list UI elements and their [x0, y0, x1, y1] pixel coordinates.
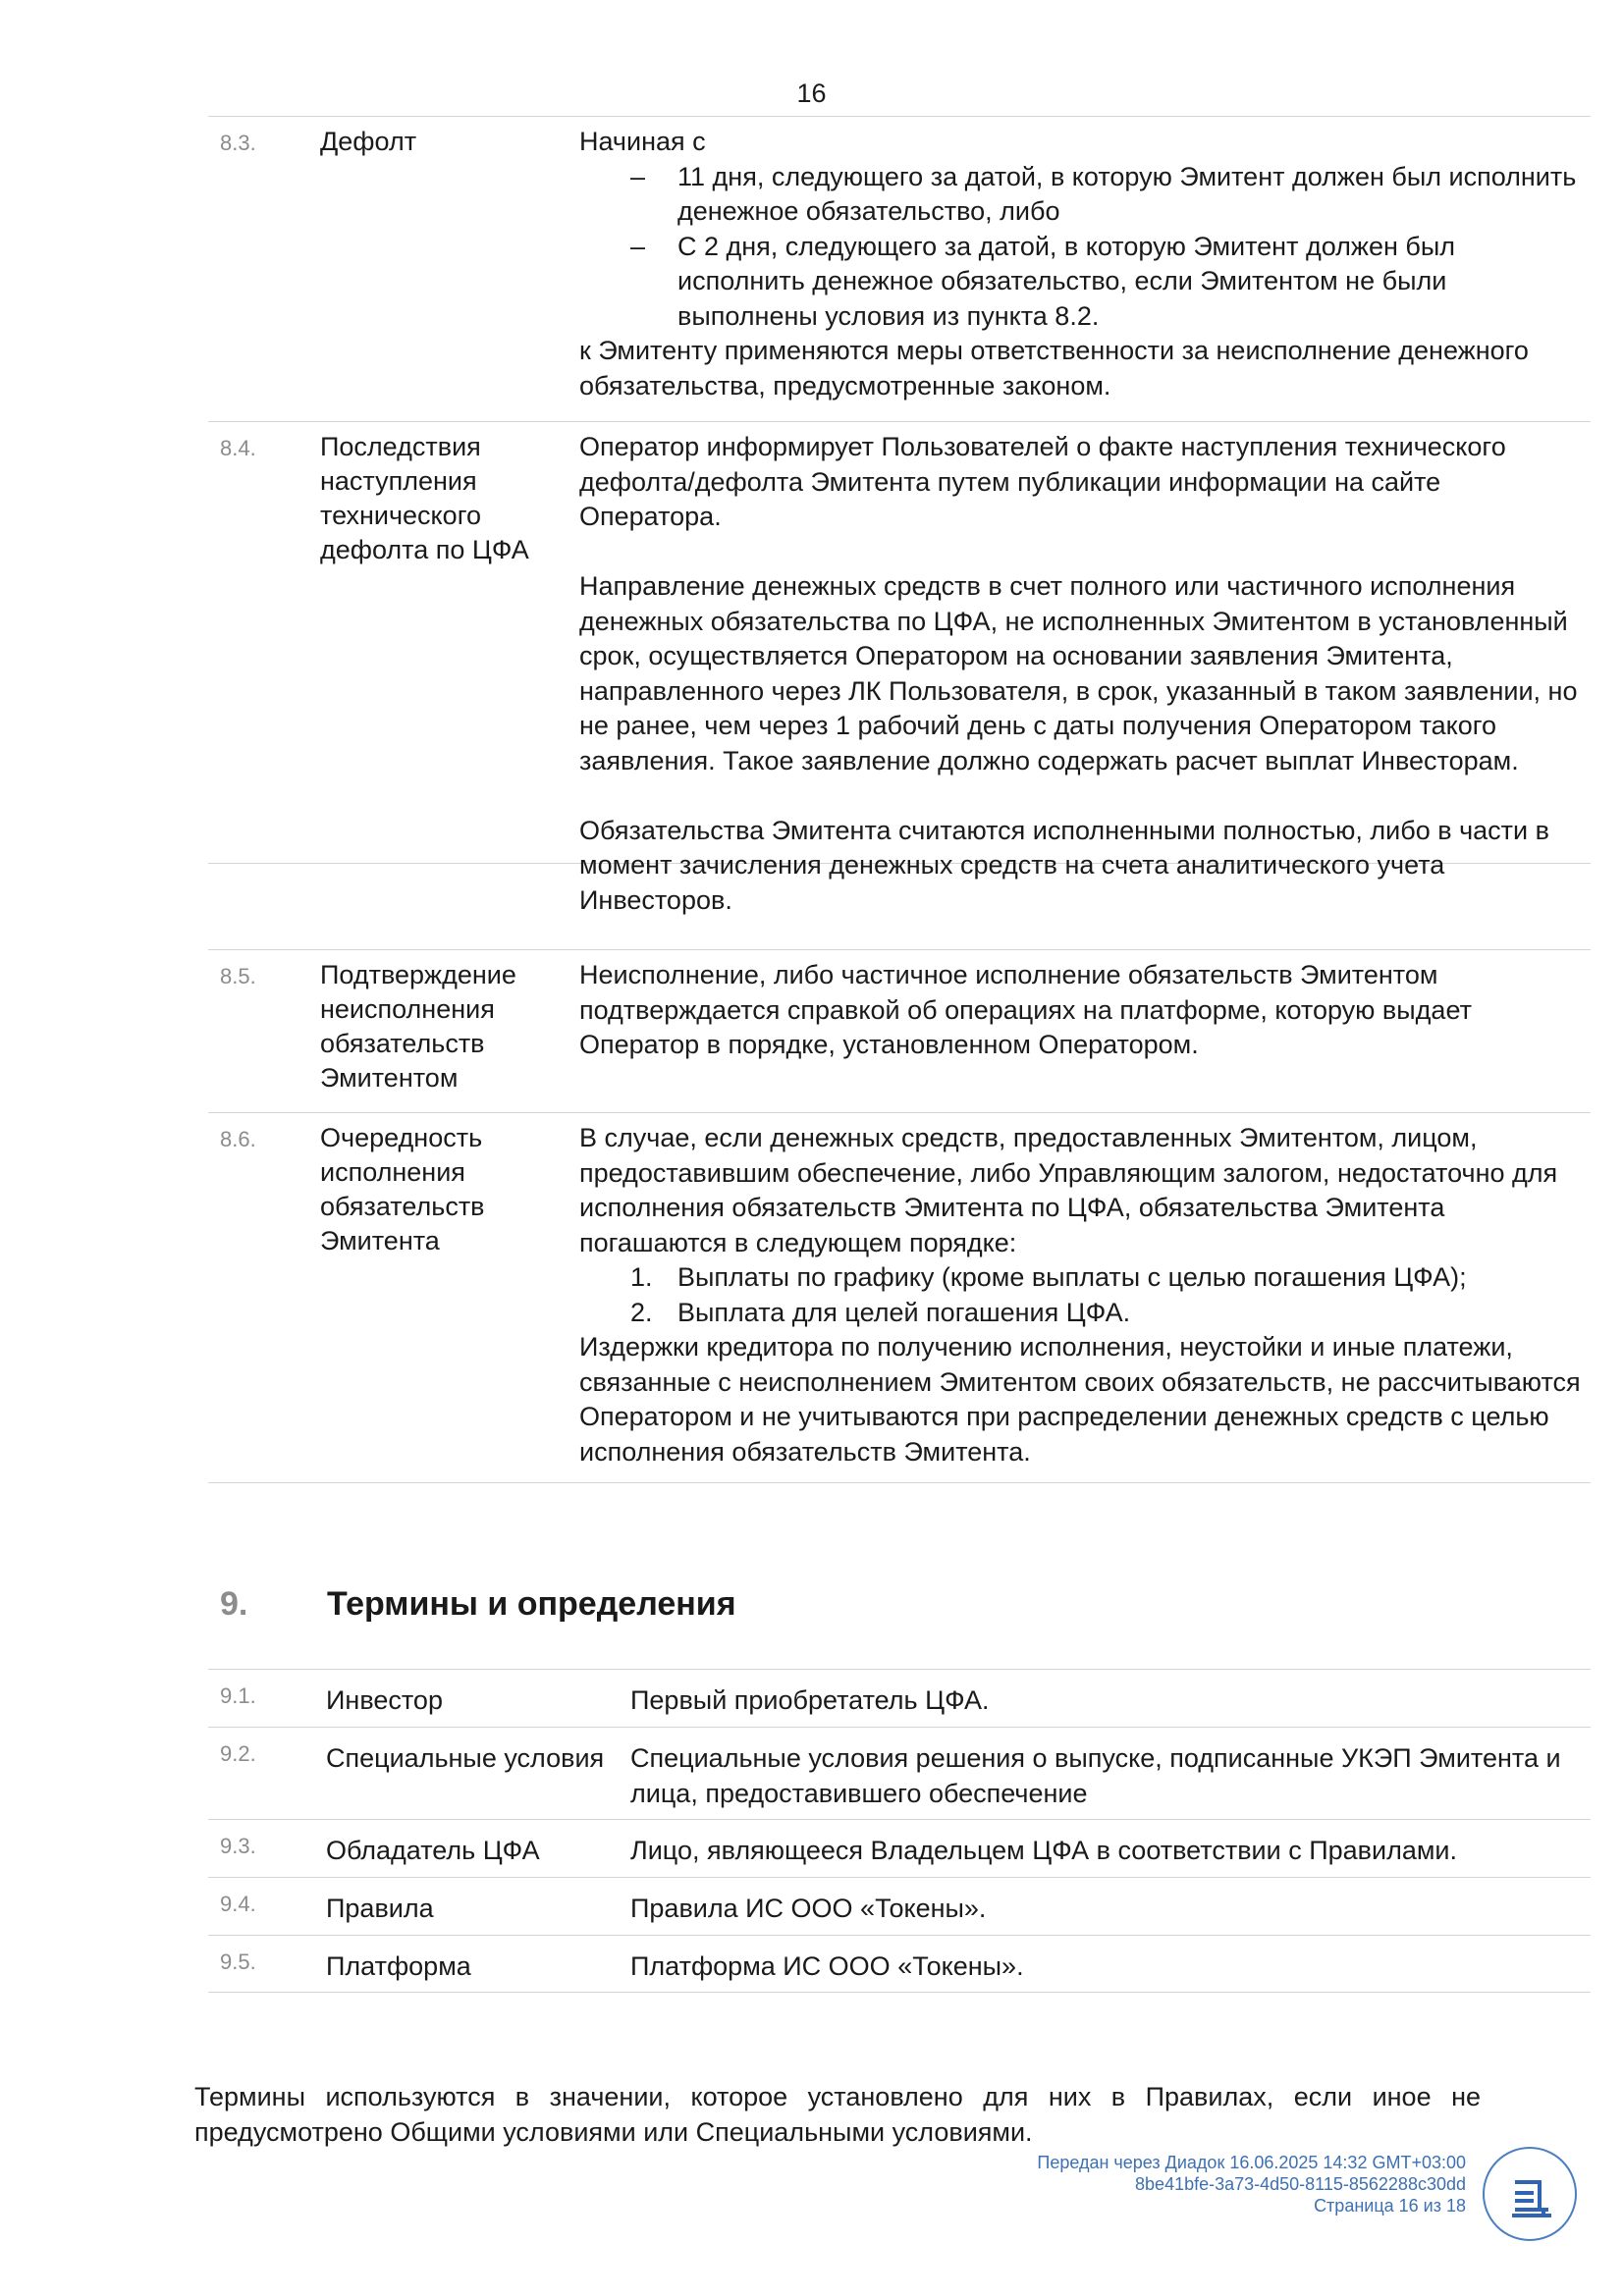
row-term: Правила [326, 1894, 434, 1923]
row-number: 9.1. [220, 1683, 256, 1708]
row-description: Лицо, являющееся Владельцем ЦФА в соответствии с Правилами. [630, 1836, 1457, 1865]
diadoc-logo-icon [1483, 2147, 1577, 2241]
section-8-table-b [208, 949, 1591, 1483]
row-term: Специальные условия [326, 1743, 605, 1773]
list-item: – С 2 дня, следующего за датой, в которую Эмитент должен был исполнить денежное обязательство, если Эмитентом не были выполнены условия из пункта 8.2. [630, 231, 1456, 331]
row-number: 8.6. [220, 1127, 256, 1151]
row-number: 9.5. [220, 1949, 256, 1974]
row-description: Правила ИС ООО «Токены». [630, 1894, 987, 1923]
table-row-9-1 [208, 1669, 1591, 1727]
paragraph: Направление денежных средств в счет полного или частичного исполнения денежных обязательства по ЦФА, не исполненных Эмитентом в установленный срок, осуществляется Оператором на основании заявления Эмитента, направленного через ЛК Пользователя, в срок, указанный в таком заявлении, но не ранее, чем через 1 рабочий день с даты получения Оператором такого заявления. Такое заявление должно содержать расчет выплат Инвесторам. [579, 571, 1578, 775]
table-row-8-6 [208, 1112, 1591, 1483]
row-description [579, 430, 1583, 918]
paragraph: Неисполнение, либо частичное исполнение обязательств Эмитентом подтверждается справкой об операциях на платформе, которую выдает Оператор в порядке, установленном Оператором. [579, 960, 1472, 1059]
table-row-8-3 [208, 116, 1591, 421]
row-description [579, 125, 1583, 403]
row-description: Специальные условия решения о выпуске, подписанные УКЭП Эмитента и лица, предоставившего обеспечение [630, 1743, 1561, 1808]
paragraph: Оператор информирует Пользователей о факте наступления технического дефолта/дефолта Эмитента путем публикации информации на сайте Оператора. [579, 432, 1506, 531]
table-row-8-5 [208, 949, 1591, 1112]
row-term: Платформа [326, 1951, 471, 1981]
section-9-table [208, 1669, 1591, 1993]
table-row-8-4 [208, 421, 1591, 915]
section-8-table-a [208, 116, 1591, 915]
section-9-number: 9. [220, 1585, 248, 1623]
row-number: 9.3. [220, 1834, 256, 1858]
intro-text: Начиная с [579, 127, 706, 156]
row-term: Подтверждение неисполнения обязательств Эмитентом [320, 960, 516, 1093]
row-number: 8.4. [220, 436, 256, 460]
row-number: 8.3. [220, 131, 256, 155]
paragraph: Обязательства Эмитента считаются исполненными полностью, либо в части в момент зачисления денежных средств на счета аналитического учета Инвесторов. [579, 815, 1549, 915]
closing-paragraph: Термины используются в значении, которое установлено для них в Правилах, если иное не предусмотрено Общими условиями или Специальными условиями. [194, 2082, 1481, 2147]
row-number: 9.4. [220, 1892, 256, 1916]
row-term: Обладатель ЦФА [326, 1836, 540, 1865]
row-description: Платформа ИС ООО «Токены». [630, 1951, 1024, 1981]
list-item: – 11 дня, следующего за датой, в которую Эмитент должен был исполнить денежное обязательство, либо [630, 161, 1577, 226]
list-item: 2. Выплата для целей погашения ЦФА. [630, 1297, 1131, 1327]
table-row-9-3 [208, 1819, 1591, 1877]
table-row-9-2 [208, 1727, 1591, 1819]
row-term: Очередность исполнения обязательств Эмитента [320, 1123, 485, 1255]
outro-text: Издержки кредитора по получению исполнения, неустойки и иные платежи, связанные с неисполнением Эмитентом своих обязательств, не рассчитываются Оператором и не учитываются при распределении денежных средств с целью исполнения обязательств Эмитента. [579, 1332, 1581, 1467]
page-number: 16 [796, 79, 827, 108]
intro-text: В случае, если денежных средств, предоставленных Эмитентом, лицом, предоставившим обеспечение, либо Управляющим залогом, недостаточно для исполнения обязательств Эмитента по ЦФА, обязательства Эмитента погашаются в следующем порядке: [579, 1123, 1558, 1257]
row-description: Первый приобретатель ЦФА. [630, 1685, 990, 1715]
row-term: Последствия наступления технического дефолта по ЦФА [320, 432, 529, 564]
row-description [579, 958, 1583, 1063]
diadoc-stamp [1037, 2152, 1466, 2216]
table-row-9-5 [208, 1935, 1591, 1993]
row-number: 9.2. [220, 1741, 256, 1766]
stamp-line: Страница 16 из 18 [1314, 2196, 1466, 2216]
outro-text: к Эмитенту применяются меры ответственности за неисполнение денежного обязательства, предусмотренные законом. [579, 336, 1529, 400]
stamp-line: Передан через Диадок 16.06.2025 14:32 GMT+03:00 [1037, 2153, 1466, 2172]
table-row-9-4 [208, 1877, 1591, 1935]
row-term: Дефолт [320, 127, 417, 156]
list-item: 1. Выплаты по графику (кроме выплаты с целью погашения ЦФА); [630, 1262, 1467, 1292]
section-9-title: Термины и определения [327, 1585, 736, 1623]
row-description [579, 1121, 1583, 1469]
stamp-line: 8be41bfe-3a73-4d50-8115-8562288c30dd [1135, 2174, 1466, 2194]
row-term: Инвестор [326, 1685, 443, 1715]
row-number: 8.5. [220, 964, 256, 988]
